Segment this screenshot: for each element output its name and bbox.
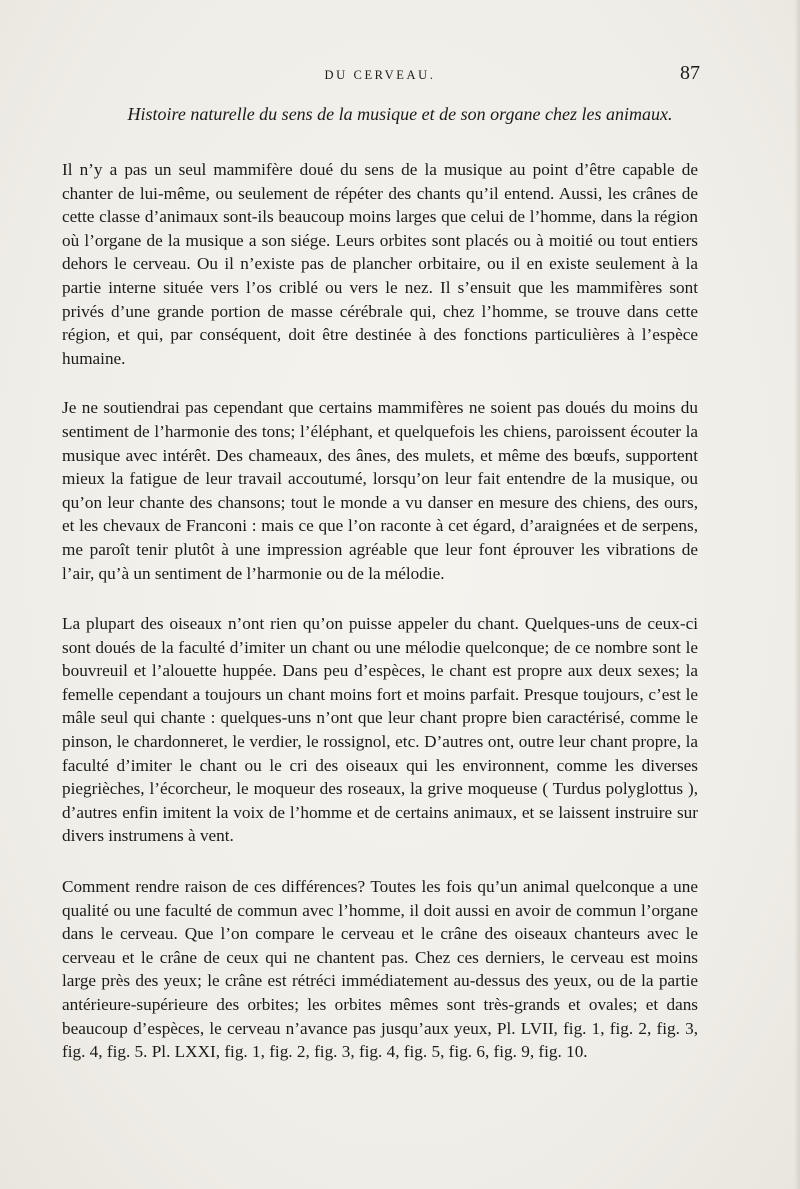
page-header (60, 62, 700, 92)
paragraph-harmony: Je ne soutiendrai pas cependant que certains mammifères ne soient pas doués du moins du sentiment de l’harmonie des tons; l’éléphant, et quelquefois les chiens, paroissent écouter la musique avec intérêt. Des chameaux, des ânes, des mulets, et même des bœufs, supportent mieux la fatigue de leur travail accoutumé, lorsqu’on leur fait entendre de la musique, ou qu’on leur chante des chansons; tout le monde a vu danser en mesure des chiens, des ours, et les chevaux de Franconi : mais ce que l’on raconte à cet égard, d’araignées et de serpens, me paroît tenir plutôt à une impression agréable que leur font éprouver les vibrations de l’air, qu’à un sentiment de l’harmonie ou de la mélodie. (62, 398, 698, 583)
paragraph-brain-comparison: Comment rendre raison de ces différences? Toutes les fois qu’un animal quelconque a une qualité ou une faculté de commun avec l’homme, il doit aussi en avoir de commun l’organe dans le cerveau. Que l’on compare le cerveau et le crâne des oiseaux chanteurs avec le cerveau et le crâne de ceux qui ne chantent pas. Chez ces derniers, le cerveau est moins large près des yeux; le crâne est rétréci immédiatement au-dessus des yeux, ou de la partie antérieure-supérieure des orbites; les orbites mêmes sont très-grands et ovales; et dans beaucoup d’espèces, le cerveau n’avance pas jusqu’aux yeux, Pl. LVII, fig. 1, fig. 2, fig. 3, fig. 4, fig. 5. Pl. LXXI, fig. 1, fig. 2, fig. 3, fig. 4, fig. 5, fig. 6, fig. 9, fig. 10. (62, 877, 698, 1062)
section-title: Histoire naturelle du sens de la musique et de son organe chez les animaux. (127, 104, 673, 124)
page-edge-shadow (794, 0, 800, 1189)
page-number: 87 (680, 62, 700, 84)
paragraph-birds: La plupart des oiseaux n’ont rien qu’on puisse appeler du chant. Quelques-uns de ceux-ci sont doués de la faculté d’imiter un chant ou une mélodie quelconque; de ce nombre sont le bouvreuil et l’alouette huppée. Dans peu d’espèces, le chant est propre aux deux sexes; la femelle cependant a toujours un chant moins fort et moins parfait. Presque toujours, c’est le mâle seul qui chante : quelques-uns n’ont que leur chant propre bien caractérisé, comme le pinson, le chardonneret, le verdier, le rossignol, etc. D’autres ont, outre leur chant propre, la faculté d’imiter le chant ou le cri des oiseaux qui les environnent, comme les diverses piegrièches, l’écorcheur, le moqueur des roseaux, la grive moqueuse ( Turdus polyglottus ), d’autres enfin imitent la voix de l’homme et de certains animaux, et se laissent instruire sur divers instrumens à vent. (62, 614, 698, 846)
body-text (62, 158, 698, 1064)
paragraph-mammals: Il n’y a pas un seul mammifère doué du sens de la musique au point d’être capable de chanter de lui-même, ou seulement de répéter des chants qu’il entend. Aussi, les crânes de cette classe d’animaux sont-ils beaucoup moins larges que celui de l’homme, dans la région où l’organe de la musique a son siége. Leurs orbites sont placés ou à moitié ou tout entiers dehors le cerveau. Ou il n’existe pas de plancher orbitaire, ou il en existe seulement à la partie interne située vers l’os criblé ou vers le nez. Il s’ensuit que les mammifères sont privés d’une grande portion de masse cérébrale qui, chez l’homme, se trouve dans cette région, et qui, par conséquent, doit être destinée à des fonctions particulières à l’espèce humaine. (62, 160, 698, 368)
running-title: DU CERVEAU. (324, 68, 436, 82)
